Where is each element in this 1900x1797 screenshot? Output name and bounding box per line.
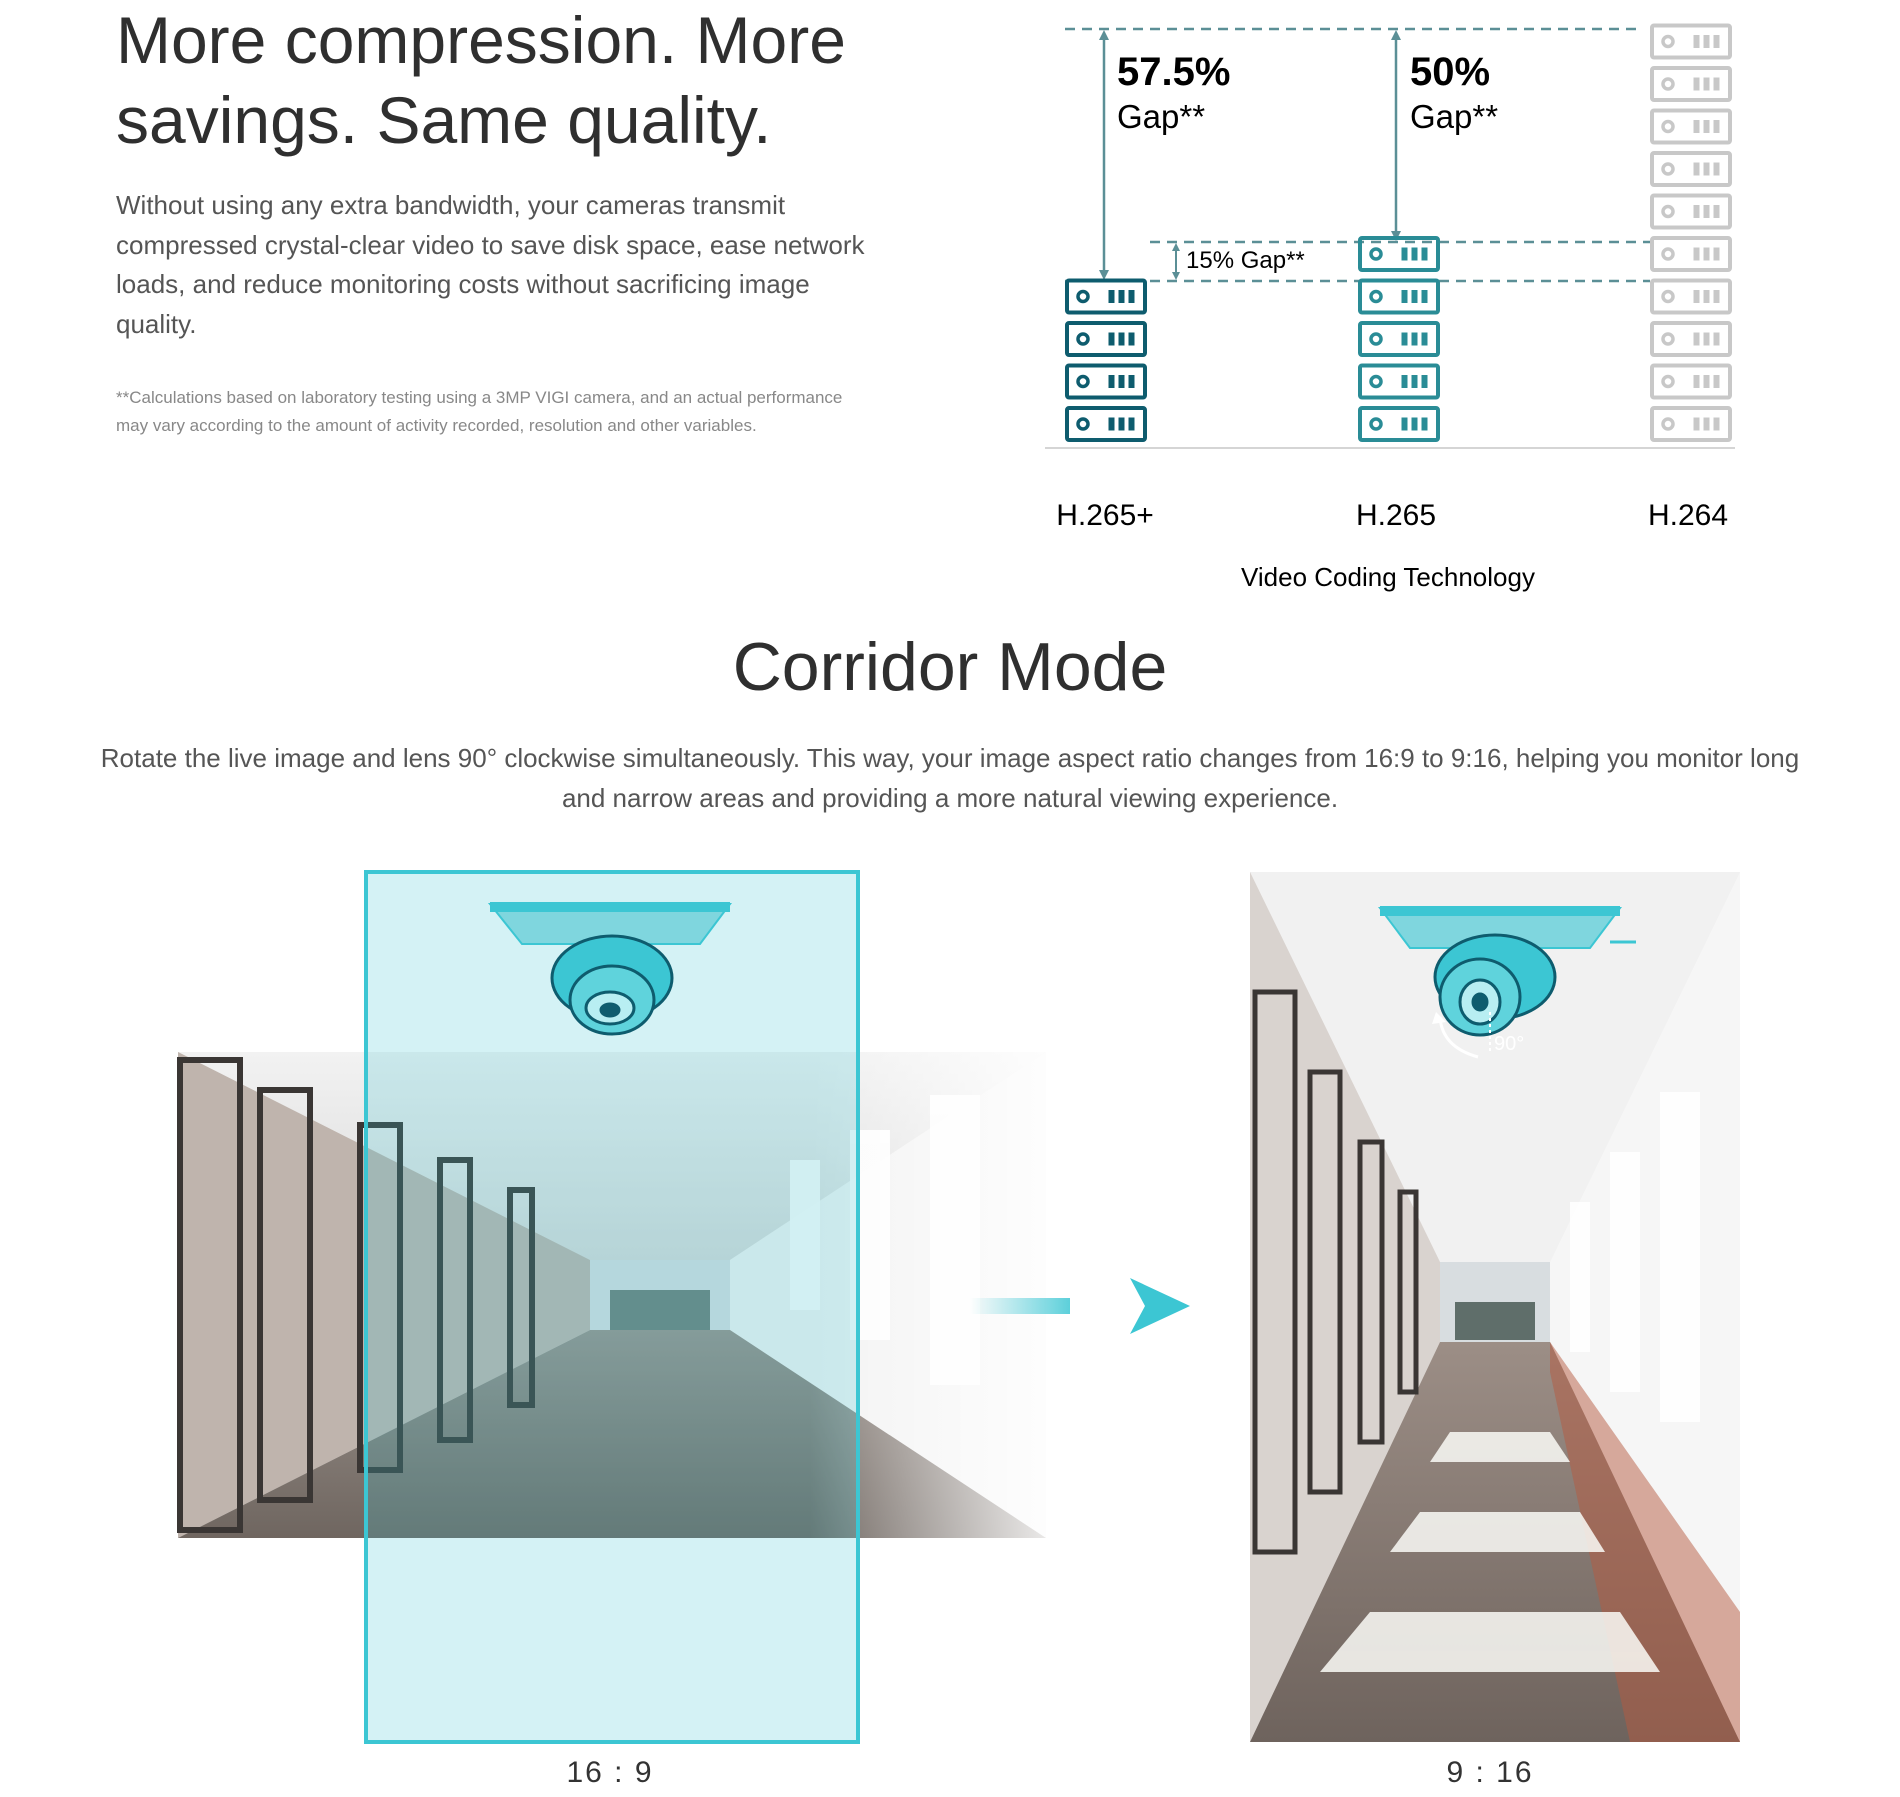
- gap-label-small: 15% Gap**: [1186, 247, 1305, 274]
- server-unit-h265-4: [1360, 281, 1438, 313]
- server-unit-h265-2: [1067, 366, 1145, 398]
- server-unit-h265-4: [1067, 281, 1145, 313]
- gap-label-h265plus: Gap**: [1117, 98, 1206, 135]
- codec-label-h265plus: H.265+: [1056, 499, 1154, 532]
- gap-label-h265: Gap**: [1410, 98, 1499, 135]
- server-unit-h265-1: [1360, 408, 1438, 440]
- compression-body: Without using any extra bandwidth, your cameras transmit compressed crystal-clear video to save disk space, ease network loads, and reduce monitoring costs without sacrificing image quality.: [116, 190, 865, 339]
- codec-label-h264: H.264: [1647, 499, 1729, 532]
- server-unit-h264-9: [1652, 68, 1730, 100]
- ratio-label-9-16: 9 : 16: [1446, 1756, 1534, 1789]
- rotation-label: 90°: [1494, 1033, 1525, 1055]
- compression-footnote: **Calculations based on laboratory testing using a 3MP VIGI camera, and an actual performance may vary according to the amount of activity recorded, resolution and other variables.: [116, 388, 843, 435]
- server-unit-h265-3: [1067, 323, 1145, 355]
- server-unit-h264-5: [1652, 238, 1730, 270]
- codec-label-h265: H.265: [1355, 499, 1437, 532]
- gap-value-h265plus: 57.5%: [1117, 50, 1231, 94]
- gap-value-h265: 50%: [1410, 50, 1491, 94]
- compression-headline: More compression. More savings. Same quality.: [116, 3, 846, 157]
- corridor-mode-description: Rotate the live image and lens 90° clockwise simultaneously. This way, your image aspect ratio changes from 16:9 to 9:16, helping you monitor long and narrow areas and providing a more natural viewing experience.: [100, 743, 1800, 813]
- wide-view-illustration: [170, 860, 1070, 1780]
- server-unit-h264-4: [1652, 281, 1730, 313]
- server-unit-h265-2: [1360, 366, 1438, 398]
- server-unit-h265-3: [1360, 323, 1438, 355]
- server-unit-h265-1: [1067, 408, 1145, 440]
- server-unit-h264-6: [1652, 196, 1730, 228]
- portrait-view-illustration: [1250, 872, 1740, 1742]
- server-unit-h264-8: [1652, 111, 1730, 143]
- corridor-mode-title: Corridor Mode: [732, 629, 1168, 705]
- chart-x-axis-title: Video Coding Technology: [1241, 562, 1535, 592]
- server-unit-h264-10: [1652, 26, 1730, 58]
- server-unit-h264-3: [1652, 323, 1730, 355]
- server-unit-h264-7: [1652, 153, 1730, 185]
- compression-chart-svg: [1030, 10, 1790, 600]
- server-unit-h264-1: [1652, 408, 1730, 440]
- compression-chart: [1030, 10, 1790, 600]
- server-unit-h264-2: [1652, 366, 1730, 398]
- transition-arrow-head: [1090, 1268, 1200, 1348]
- transition-arrow: [970, 1298, 1070, 1314]
- ratio-label-16-9: 16 : 9: [566, 1756, 654, 1789]
